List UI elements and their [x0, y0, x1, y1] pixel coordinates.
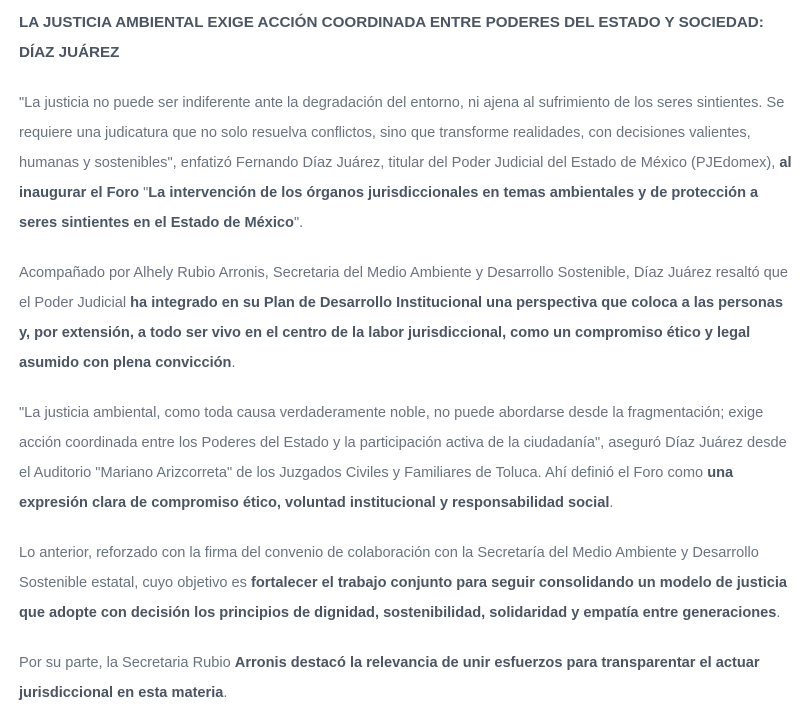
text-run: Por su parte, la Secretaria Rubio: [19, 655, 235, 671]
text-run: "La justicia ambiental, como toda causa verdaderamente noble, no puede abordarse desde la fragmentación; exige acción coordinada entre los Poderes del Estado y la participación activa de la ciudadanía", aseguró Díaz Juárez desde el Auditorio "Mariano Arizcorreta" de los Juzgados Civiles y Familiares de Toluca. Ahí definió el Foro como: [19, 405, 787, 481]
article-paragraph: [19, 88, 798, 238]
bold-text-run: ha integrado en su Plan de Desarrollo Institucional una perspectiva que coloca a las personas y, por extensión, a todo ser vivo en el centro de la labor jurisdiccional, como un compromiso ético y legal asumido con plena convicción: [19, 295, 783, 371]
text-run: "La justicia no puede ser indiferente ante la degradación del entorno, ni ajena al sufrimiento de los seres sintientes. Se requiere una judicatura que no solo resuelva conflictos, sino que transforme realidades, con decisiones valientes, humanas y sostenibles", enfatizó Fernando Díaz Juárez, titular del Poder Judicial del Estado de México (PJEdomex),: [19, 95, 785, 171]
article-paragraph: [19, 538, 798, 628]
bold-text-run: al inaugurar el Foro: [19, 155, 792, 201]
text-run: .: [776, 605, 781, 621]
text-run: .: [231, 355, 236, 371]
article-paragraph: [19, 398, 798, 518]
text-run: .: [223, 685, 228, 701]
article-title: LA JUSTICIA AMBIENTAL EXIGE ACCIÓN COORDINADA ENTRE PODERES DEL ESTADO Y SOCIEDAD: DÍAZ JUÁREZ: [19, 14, 764, 61]
bold-text-run: La intervención de los órganos jurisdiccionales en temas ambientales y de protección a seres sintientes en el Estado de México: [19, 185, 759, 231]
bold-text-run: una expresión clara de compromiso ético, voluntad institucional y responsabilidad social: [19, 465, 734, 511]
text-run: Acompañado por Alhely Rubio Arronis, Secretaria del Medio Ambiente y Desarrollo Sostenible, Díaz Juárez resaltó que el Poder Judicial: [19, 265, 789, 311]
bold-text-run: fortalecer el trabajo conjunto para seguir consolidando un modelo de justicia que adopte con decisión los principios de dignidad, sostenibilidad, solidaridad y empatía entre generaciones: [19, 575, 788, 621]
text-run: .: [609, 495, 614, 511]
text-run: Lo anterior, reforzado con la firma del convenio de colaboración con la Secretaría del Medio Ambiente y Desarrollo Sostenible estatal, cuyo objetivo es: [19, 545, 759, 591]
text-run: ": [139, 185, 149, 201]
text-run: ".: [293, 215, 304, 231]
article-paragraph: [19, 648, 798, 708]
article-paragraph: [19, 258, 798, 378]
bold-text-run: Arronis destacó la relevancia de unir esfuerzos para transparentar el actuar jurisdiccional en esta materia: [19, 655, 760, 701]
